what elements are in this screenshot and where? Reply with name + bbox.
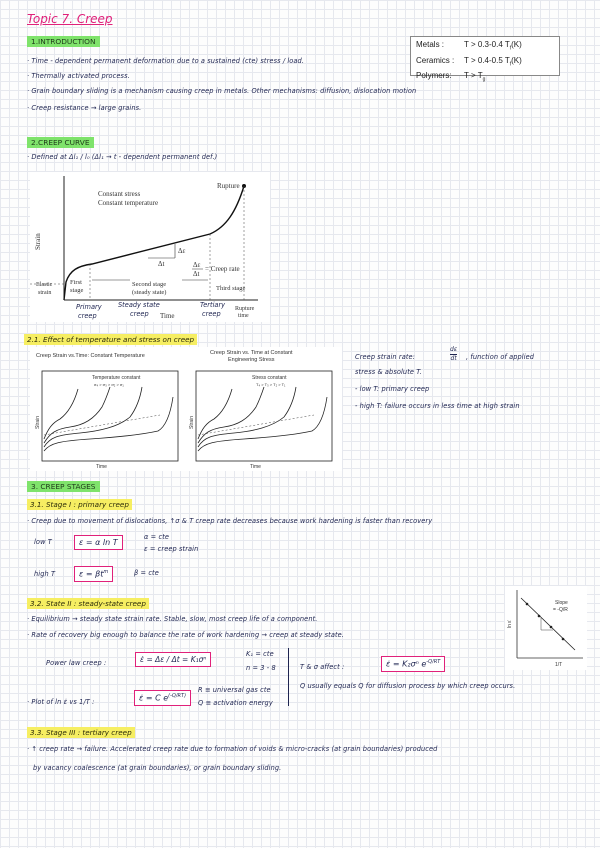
low-t-note: - low T: primary creep [355, 385, 430, 393]
fig1-sub2: σ₄ > σ₃ > σ₂ > σ₁ [94, 382, 124, 387]
ceramics-row [416, 55, 554, 71]
label-tertiary2: creep [202, 310, 221, 318]
q-activation-note: Q ≡ activation energy [198, 699, 273, 707]
mini-slope2: = -Q/R [553, 607, 568, 613]
fig-first-stage: First [70, 279, 82, 286]
temperature-box [410, 36, 560, 83]
fig-rate-label: = Creep rate [205, 265, 240, 273]
fig2-sub: Stress constant [252, 375, 287, 381]
polymers-value: T > T [464, 71, 483, 81]
t-sigma-label: T & σ affect : [300, 663, 345, 671]
n-note: n = 3 - 8 [246, 664, 276, 672]
label-steady: Steady state [118, 301, 160, 309]
eps-note: ε = creep strain [144, 545, 199, 553]
stage-1-heading: 3.1. Stage I : primary creep [27, 499, 132, 510]
mini-point-1 [526, 603, 529, 606]
fig2-curve-3 [198, 387, 264, 443]
ceramics-unit: (K) [511, 55, 522, 65]
fig2-title2: Engineering Stress [228, 357, 275, 363]
polymers-label: Polymers: [416, 71, 452, 81]
low-t-label: low T [34, 538, 52, 546]
high-t-equation [74, 566, 113, 582]
fig2-title: Creep Strain vs. Time at Constant [210, 350, 293, 356]
page-title: Topic 7. Creep [27, 12, 113, 26]
plot-eq-text: ε̇ = C e [139, 693, 169, 703]
strain-rate-num: dε [450, 346, 458, 353]
fig-rupture-time: Rupture [235, 306, 255, 312]
intro-bullet-3: · Grain boundary sliding is a mechanism causing creep in metals. Other mechanisms: diffusion, dislocation motion [27, 87, 417, 95]
fig-const-temp: Constant temperature [98, 199, 159, 207]
stage-2-bullet-2: · Rate of recovery big enough to balance the rate of work hardening → creep at steady state. [27, 631, 345, 639]
fig1-time: Time [96, 464, 107, 470]
ceramics-value: T > 0.4-0.5 T [464, 55, 510, 65]
stage-3-heading: 3.3. Stage III : tertiary creep [27, 727, 135, 738]
plot-equation [134, 690, 191, 706]
intro-bullet-4: · Creep resistance → large grains. [27, 104, 142, 112]
fig2-curve-4 [198, 389, 232, 439]
metals-label: Metals : [416, 40, 445, 49]
sub-f: f [509, 45, 512, 52]
fig1-curve-4 [44, 389, 78, 439]
fig-first-stage2: stage [70, 287, 84, 294]
intro-bullet-2: · Thermally activated process. [27, 72, 130, 80]
mini-y-label: ln ε̇ [507, 620, 513, 628]
fig-delta-e: Δε [178, 247, 186, 255]
fig2-sub2: T₄ > T₃ > T₂ > T₁ [256, 382, 286, 387]
creep-curve-figure [30, 172, 270, 322]
strain-rate-stress: stress & absolute T. [355, 368, 422, 376]
q-note: Q usually equals Q for diffusion process by which creep occurs. [300, 682, 516, 690]
fig1-sub: Temperature constant [92, 375, 141, 381]
alpha-note: α = cte [144, 533, 170, 541]
fig-rate-num: Δε [193, 261, 201, 269]
fig-third-stage: Third stage [216, 285, 246, 292]
fig-second-stage2: (steady state) [132, 289, 167, 296]
fig-rupture-time2: time [238, 313, 249, 319]
t-sigma-exp: -Q/RT [426, 659, 441, 665]
fig1-title: Creep Strain vs.Time: Constant Temperature [36, 353, 145, 359]
low-t-equation: ε = α ln T [74, 535, 123, 550]
section-21-heading: 2.1. Effect of temperature and stress on creep [24, 334, 197, 345]
fig-strain-axis: Strain [34, 233, 42, 250]
k1-note: K₁ = cte [246, 650, 274, 658]
mini-x-label: 1/T [555, 662, 563, 668]
fig-time-axis: Time [160, 312, 175, 320]
mini-point-3 [550, 626, 553, 629]
stage-3-bullet-2: by vacancy coalescence (at grain boundaries), or grain boundary sliding. [33, 764, 282, 772]
strain-rate-function: , function of applied [466, 353, 535, 361]
temp-stress-figure [30, 347, 342, 471]
fig-rate-den: Δt [193, 270, 200, 278]
fig1-curve-3 [44, 387, 110, 443]
column-divider [288, 648, 289, 706]
metals-unit: (K) [511, 40, 522, 49]
section-1-heading: 1.INTRODUCTION [27, 36, 100, 47]
creep-defined: · Defined at Δl₁ / l₀ (Δl₁ → t - dependent permanent def.) [27, 153, 218, 161]
stage-2-heading: 3.2. State II : steady-state creep [27, 598, 149, 609]
high-t-label: high T [34, 570, 56, 578]
strain-rate-label: Creep strain rate: [355, 353, 416, 361]
label-primary: Primary [76, 303, 102, 311]
metals-value: T > 0.3-0.4 T [464, 40, 510, 49]
fig-rupture: Rupture [217, 182, 240, 190]
fig-const-stress: Constant stress [98, 190, 141, 198]
fig-second-stage: Second stage [132, 281, 167, 288]
r-note: R ≡ universal gas cte [198, 686, 271, 694]
high-t-exp: m [103, 569, 109, 575]
label-steady2: creep [130, 310, 149, 318]
section-3-heading: 3. CREEP STAGES [27, 481, 100, 492]
stage-2-bullet-1: · Equilibrium → steady state strain rate. Stable, slow, most creep life of a component. [27, 615, 318, 623]
fig-elastic-strain: strain [38, 290, 52, 296]
plot-label: · Plot of ln ε̇ vs 1/T : [27, 698, 95, 706]
strain-rate-fraction [450, 346, 457, 363]
strain-rate-den: dt [450, 355, 457, 362]
stage-3-bullet-1: · ↑ creep rate → failure. Accelerated creep rate due to formation of voids & micro-cracks (at grain boundaries) produced [27, 745, 438, 753]
t-sigma-eq-text: ε̇ = K₂σⁿ e [386, 659, 427, 669]
mini-point-2 [538, 615, 541, 618]
ceramics-label: Ceramics : [416, 55, 455, 65]
polymers-row [416, 70, 554, 86]
fig1-strain: Strain [35, 415, 41, 429]
plot-exp: (-Q/RT) [168, 693, 187, 699]
label-primary2: creep [78, 312, 97, 320]
section-2-heading: 2.CREEP CURVE [27, 137, 94, 148]
intro-bullet-1: · Time - dependent permanent deformation due to a sustained (cte) stress / load. [27, 57, 305, 65]
high-t-eq-text: ε = βt [79, 569, 104, 579]
fig2-time: Time [250, 464, 261, 470]
high-t-note: - high T: failure occurs in less time at high strain [355, 402, 520, 410]
fig2-strain: Strain [189, 415, 195, 429]
mini-slope: Slope [555, 600, 568, 606]
power-law-label: Power law creep : [46, 659, 107, 667]
fig-delta-t: Δt [158, 260, 165, 268]
t-sigma-equation [381, 656, 445, 672]
label-tertiary: Tertiary [200, 301, 226, 309]
ln-rate-mini-plot [505, 586, 587, 670]
mini-point-4 [562, 638, 565, 641]
sub-g: g [482, 76, 486, 83]
stage-1-bullet: · Creep due to movement of dislocations, ↑σ & T creep rate decreases because work hardening is faster than recovery [27, 517, 433, 525]
fig-elastic: Elastic [36, 282, 53, 288]
beta-note: β = cte [134, 569, 159, 577]
metals-row [416, 39, 554, 55]
power-law-equation: ε̇ = Δε / Δt = K₁σⁿ [135, 652, 211, 667]
sub-f: f [509, 61, 512, 68]
